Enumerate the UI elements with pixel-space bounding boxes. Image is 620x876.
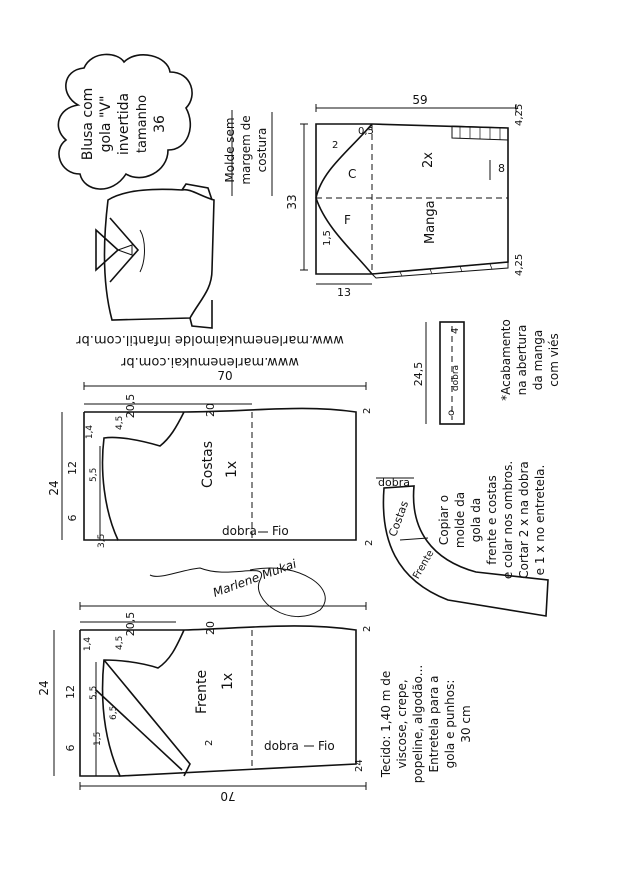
tecido-line-2: viscose, crepe, bbox=[395, 679, 409, 769]
gola-note-2: molde da bbox=[453, 491, 467, 549]
frente-right-small: 2 bbox=[204, 739, 215, 746]
sleeve-d2: 0,5 bbox=[358, 126, 374, 137]
tecido-line-3: popeline, algodão... bbox=[411, 664, 425, 784]
gola-dobra: dobra bbox=[378, 476, 410, 489]
acab-line-4: com viés bbox=[547, 333, 561, 387]
frente-left-small: 1,5 bbox=[93, 731, 103, 746]
gola-frente: Frente bbox=[411, 548, 437, 582]
costas-s2: 5,5 bbox=[89, 467, 99, 482]
frente-s1: 4,5 bbox=[115, 635, 125, 650]
costas-h3: 1,4 bbox=[85, 424, 95, 440]
signature-text: Marlene Mukai bbox=[211, 556, 299, 600]
website-2: www.marlenemukai.com.br bbox=[120, 354, 300, 369]
costas-right: 2 bbox=[362, 407, 373, 414]
costas-label: Costas bbox=[200, 441, 216, 488]
costas-w1: 20,5 bbox=[124, 393, 137, 419]
sleeve-height-small: 1,5 bbox=[322, 230, 333, 246]
acabamento-note bbox=[499, 319, 561, 401]
sleeve-d1: 2 bbox=[332, 140, 339, 151]
gola-note-4: frente e costas bbox=[485, 475, 499, 565]
frente-right-top: 2 bbox=[362, 625, 373, 632]
title-line-1: Blusa com bbox=[80, 87, 96, 161]
punho-height: 4 bbox=[450, 327, 461, 334]
sleeve-top-right: 4,25 bbox=[514, 103, 525, 126]
sleeve-count: 2x bbox=[421, 152, 436, 168]
costas-s1: 4,5 bbox=[115, 415, 125, 430]
title-line-2: gola "V" bbox=[98, 95, 114, 153]
website-1: www.marlenemukaimolde infantil.com.br bbox=[76, 332, 344, 347]
gola-note-3: gola da bbox=[469, 497, 483, 543]
title-line-5: 36 bbox=[152, 115, 168, 133]
tecido-line-1: Tecido: 1,40 m de bbox=[379, 670, 393, 778]
molde-line-2: margem de bbox=[239, 115, 253, 185]
gola-note-6: Cortar 2 x na dobra bbox=[517, 461, 531, 579]
punho-length: 24,5 bbox=[412, 361, 425, 387]
costas-width: 70 bbox=[217, 369, 233, 383]
frente-pattern bbox=[37, 602, 373, 803]
frente-h-total: 24 bbox=[37, 680, 51, 696]
frente-h2: 6 bbox=[64, 744, 77, 752]
gola-note bbox=[437, 461, 547, 579]
costas-count: 1x bbox=[224, 460, 240, 478]
frente-w1: 20,5 bbox=[124, 611, 137, 637]
title-cloud bbox=[58, 54, 192, 189]
frente-h3: 1,4 bbox=[83, 636, 93, 652]
tecido-note bbox=[379, 665, 473, 783]
sleeve-pattern bbox=[285, 93, 525, 299]
costas-right-bottom: 2 bbox=[364, 539, 375, 546]
costas-grain: Fio bbox=[272, 524, 289, 538]
sleeve-dist: 8 bbox=[498, 162, 505, 175]
title-line-4: tamanho bbox=[135, 94, 150, 154]
costas-fold: dobra bbox=[222, 524, 257, 538]
frente-h1: 12 bbox=[64, 685, 77, 699]
costas-h2: 6 bbox=[66, 514, 79, 522]
gola-note-7: e 1 x no entretela. bbox=[533, 464, 547, 576]
sleeve-width: 59 bbox=[412, 93, 428, 107]
costas-s3: 3,5 bbox=[97, 533, 107, 548]
gola-note-5: e colar nos ombros. bbox=[501, 460, 515, 580]
frente-s3: 6,5 bbox=[109, 705, 119, 720]
punho-o: o bbox=[446, 409, 457, 416]
gola-costas: Costas bbox=[386, 499, 412, 539]
costas-w2: 20 bbox=[204, 403, 217, 417]
tecido-line-4: Entretela para a bbox=[427, 675, 441, 773]
punho-fold: dobra bbox=[451, 364, 461, 392]
molde-line-1: Molde sem bbox=[223, 117, 237, 183]
sleeve-letter-c: C bbox=[348, 167, 357, 181]
frente-count: 1x bbox=[220, 672, 236, 690]
sleeve-letter-f: F bbox=[344, 213, 351, 227]
websites bbox=[76, 332, 344, 369]
molde-line-3: costura bbox=[255, 127, 269, 173]
gola-note-1: Copiar o bbox=[437, 494, 451, 546]
sleeve-bottom-left: 13 bbox=[337, 286, 351, 299]
molde-note bbox=[223, 115, 269, 184]
frente-fold: dobra bbox=[264, 739, 299, 753]
acab-line-2: na abertura bbox=[515, 324, 529, 396]
signature bbox=[150, 556, 325, 616]
costas-h1: 12 bbox=[66, 461, 79, 475]
costas-pattern bbox=[47, 369, 375, 548]
frente-width: 70 bbox=[220, 789, 236, 803]
frente-bottom-right: 24 bbox=[354, 759, 365, 772]
frente-label: Frente bbox=[194, 669, 210, 714]
tecido-line-5: gola e punhos: bbox=[443, 679, 457, 769]
frente-w2: 20 bbox=[204, 621, 217, 635]
sleeve-height: 33 bbox=[285, 194, 299, 210]
frente-grain: Fio bbox=[318, 739, 335, 753]
blouse-sketch bbox=[96, 184, 214, 328]
title-line-3: invertida bbox=[116, 92, 132, 156]
sleeve-label: Manga bbox=[423, 200, 438, 244]
acab-line-1: *Acabamento bbox=[499, 319, 513, 401]
sleeve-bottom-right: 4,25 bbox=[514, 253, 525, 276]
frente-s2: 5,5 bbox=[89, 685, 99, 700]
tecido-line-6: 30 cm bbox=[459, 705, 473, 743]
sleeve-hatch-top bbox=[452, 126, 508, 140]
punho-pattern bbox=[412, 322, 464, 424]
acab-line-3: da manga bbox=[531, 329, 545, 391]
costas-h-total: 24 bbox=[47, 480, 61, 496]
